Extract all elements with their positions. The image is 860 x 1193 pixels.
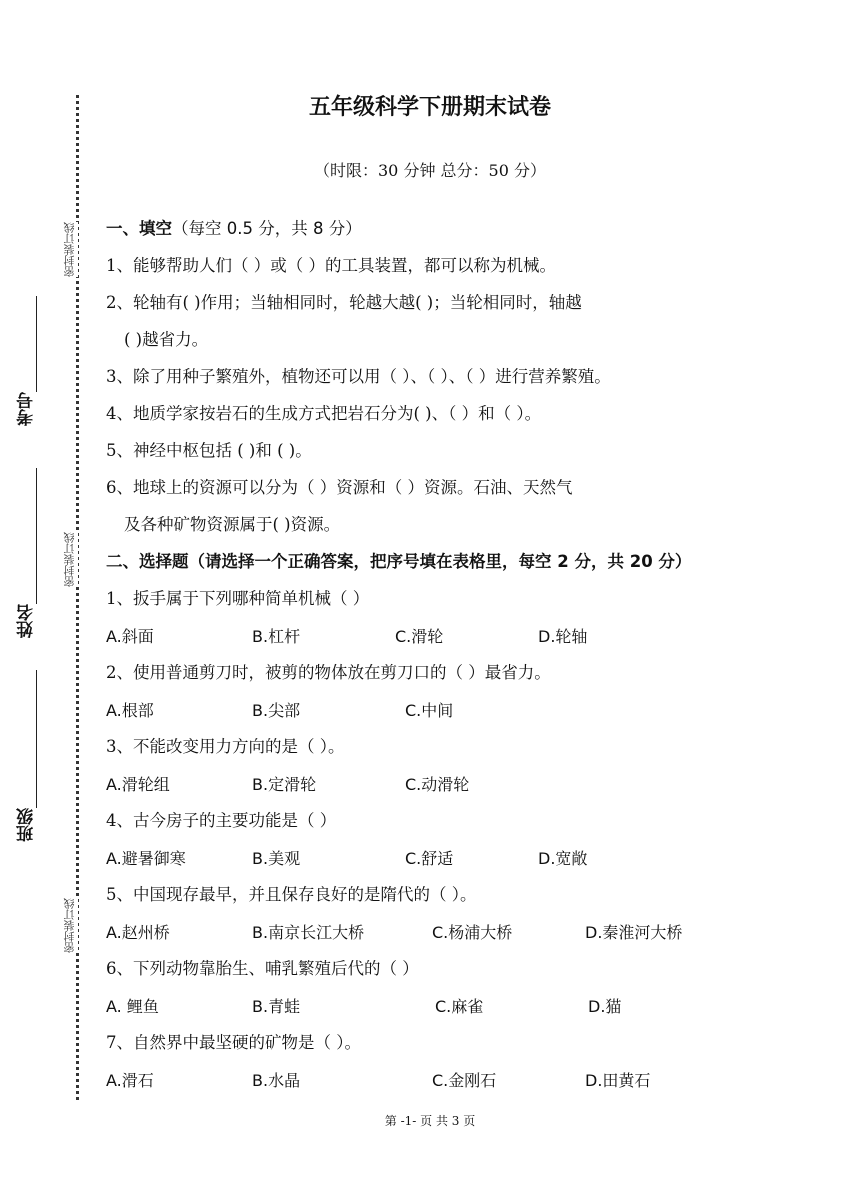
question-1: 1、扳手属于下列哪种简单机械（ ） (106, 589, 370, 608)
q7-option-a: A.滑石 (106, 1071, 154, 1090)
fill-line-6-cont: 及各种矿物资源属于( )资源。 (124, 515, 341, 534)
name-field[interactable] (36, 468, 37, 604)
q7-option-c: C.金刚石 (432, 1071, 497, 1090)
fill-line-1: 1、能够帮助人们（ ）或（ ）的工具装置，都可以称为机械。 (106, 256, 556, 275)
q1-option-c: C.滑轮 (395, 627, 444, 646)
q1-option-a: A.斜面 (106, 627, 154, 646)
fill-line-5: 5、神经中枢包括 ( )和 ( )。 (106, 441, 312, 460)
q2-option-a: A.根部 (106, 701, 154, 720)
q7-option-d: D.田黄石 (585, 1071, 651, 1090)
section1-heading (106, 217, 362, 241)
q6-option-c: C.麻雀 (435, 997, 484, 1016)
fill-line-2-cont: ( )越省力。 (124, 330, 209, 349)
question-2: 2、使用普通剪刀时，被剪的物体放在剪刀口的（ ）最省力。 (106, 663, 551, 682)
question-3: 3、不能改变用力方向的是（ ）。 (106, 737, 345, 756)
exam-info: （时限：30 分钟 总分：50 分） (314, 161, 546, 180)
page-number: 第 -1- 页 共 3 页 (384, 1114, 476, 1128)
q4-option-c: C.舒适 (405, 849, 454, 868)
q6-option-a: A. 鲤鱼 (106, 997, 159, 1016)
section1-note: （每空 0.5 分，共 8 分） (172, 219, 362, 238)
fill-line-6: 6、地球上的资源可以分为（ ）资源和（ ）资源。石油、天然气 (106, 478, 573, 497)
q1-option-b: B.杠杆 (252, 627, 301, 646)
seal-label-middle: 密封装订线 (63, 532, 76, 587)
question-6: 6、下列动物靠胎生、哺乳繁殖后代的（ ） (106, 959, 419, 978)
q5-option-b: B.南京长江大桥 (252, 923, 365, 942)
q3-option-b: B.定滑轮 (252, 775, 317, 794)
q5-option-a: A.赵州桥 (106, 923, 170, 942)
q5-option-d: D.秦淮河大桥 (585, 923, 683, 942)
question-7: 7、自然界中最坚硬的矿物是（ ）。 (106, 1033, 361, 1052)
q6-option-d: D.猫 (588, 997, 622, 1016)
class-label: 班级 (17, 808, 37, 842)
class-field[interactable] (36, 670, 37, 808)
q2-option-b: B.尖部 (252, 701, 301, 720)
q3-option-c: C.动滑轮 (405, 775, 470, 794)
fill-line-3: 3、除了用种子繁殖外，植物还可以用（ ）、（ ）、（ ）进行营养繁殖。 (106, 367, 611, 386)
q2-option-c: C.中间 (405, 701, 454, 720)
exam-no-label: 考号 (17, 392, 37, 426)
q5-option-c: C.杨浦大桥 (432, 923, 513, 942)
seal-label-top: 密封装订线 (63, 222, 76, 277)
section1-title: 一、填空 (106, 219, 172, 238)
q4-option-a: A.避暑御寒 (106, 849, 186, 868)
fill-line-2: 2、轮轴有( )作用；当轴相同时，轮越大越( )；当轮相同时，轴越 (106, 293, 582, 312)
q3-option-a: A.滑轮组 (106, 775, 170, 794)
question-4: 4、古今房子的主要功能是（ ） (106, 811, 337, 830)
q1-option-d: D.轮轴 (538, 627, 588, 646)
q7-option-b: B.水晶 (252, 1071, 301, 1090)
q4-option-b: B.美观 (252, 849, 301, 868)
fill-line-4: 4、地质学家按岩石的生成方式把岩石分为( )、（ ）和（ ）。 (106, 404, 542, 423)
question-5: 5、中国现存最早，并且保存良好的是隋代的（ ）。 (106, 885, 477, 904)
name-label: 姓名 (17, 604, 37, 638)
page-title: 五年级科学下册期末试卷 (308, 95, 551, 120)
q4-option-d: D.宽敞 (538, 849, 588, 868)
section2-title: 二、选择题（请选择一个正确答案，把序号填在表格里，每空 2 分，共 20 分） (106, 552, 692, 571)
seal-label-bottom: 密封装订线 (63, 898, 76, 953)
q6-option-b: B.青蛙 (252, 997, 301, 1016)
exam-no-field[interactable] (36, 296, 37, 392)
